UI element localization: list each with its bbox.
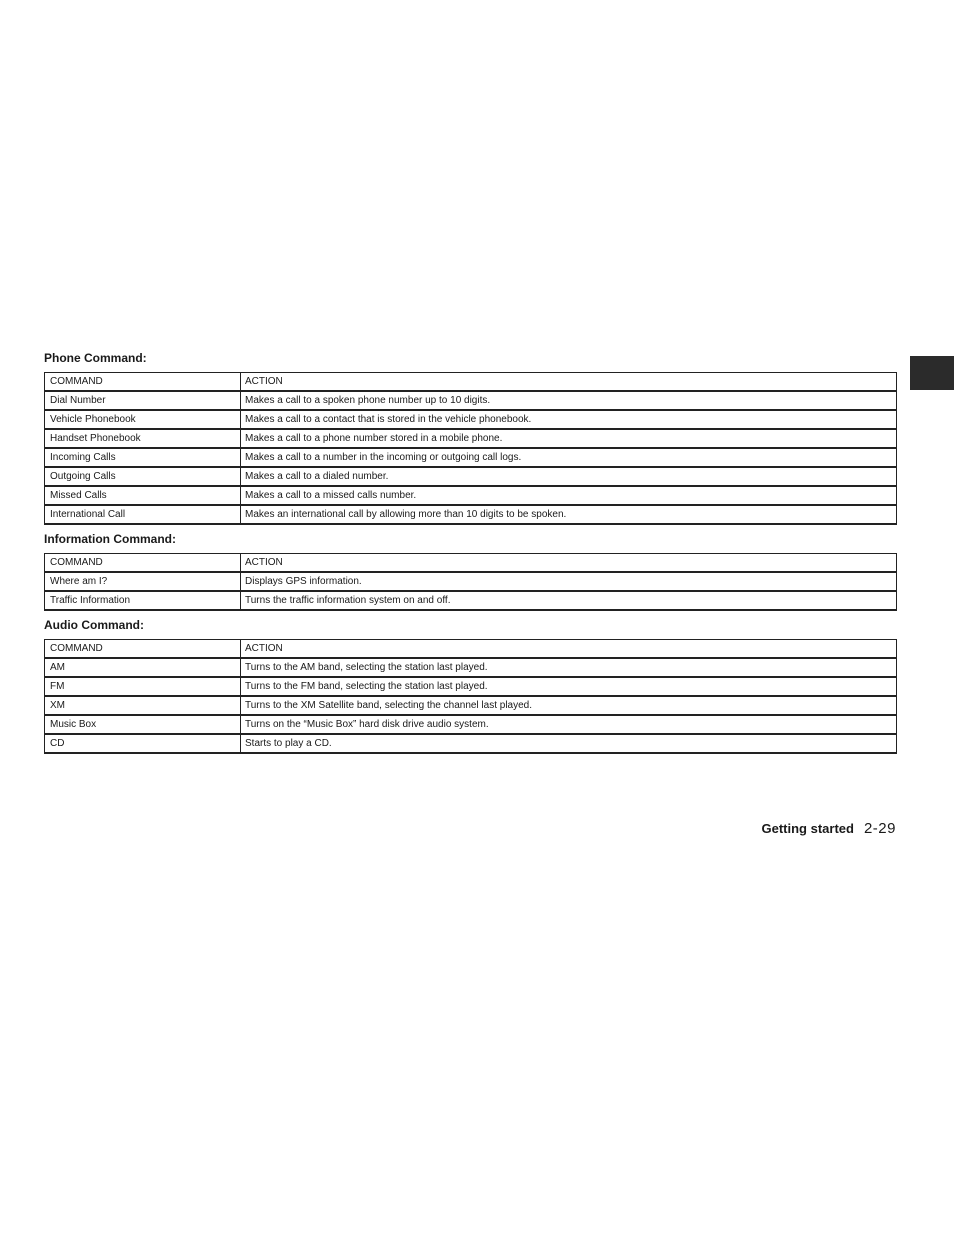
table-row: [45, 735, 897, 754]
command-cell: International Call: [45, 506, 241, 525]
audio-command-title: Audio Command:: [44, 618, 144, 632]
action-cell: Turns to the XM Satellite band, selecting the channel last played.: [241, 697, 897, 716]
table-row: [45, 506, 897, 525]
phone-command-table: [44, 372, 897, 525]
table-row: [45, 411, 897, 430]
command-cell: FM: [45, 678, 241, 697]
action-cell: Turns the traffic information system on and off.: [241, 592, 897, 611]
table-row: [45, 449, 897, 468]
action-cell: Starts to play a CD.: [241, 735, 897, 754]
table-header-row: [45, 554, 897, 573]
table-row: [45, 392, 897, 411]
command-cell: Outgoing Calls: [45, 468, 241, 487]
column-header-command: COMMAND: [45, 373, 241, 392]
table-row: [45, 487, 897, 506]
chapter-tab-marker: [910, 356, 954, 390]
command-cell: Where am I?: [45, 573, 241, 592]
command-cell: Dial Number: [45, 392, 241, 411]
information-command-title: Information Command:: [44, 532, 176, 546]
action-cell: Makes a call to a missed calls number.: [241, 487, 897, 506]
column-header-command: COMMAND: [45, 554, 241, 573]
table-row: [45, 697, 897, 716]
action-cell: Makes a call to a number in the incoming or outgoing call logs.: [241, 449, 897, 468]
table-row: [45, 678, 897, 697]
action-cell: Makes an international call by allowing more than 10 digits to be spoken.: [241, 506, 897, 525]
table-row: [45, 592, 897, 611]
action-cell: Makes a call to a phone number stored in a mobile phone.: [241, 430, 897, 449]
column-header-command: COMMAND: [45, 640, 241, 659]
command-cell: Handset Phonebook: [45, 430, 241, 449]
table-header-row: [45, 373, 897, 392]
column-header-action: ACTION: [241, 373, 897, 392]
column-header-action: ACTION: [241, 554, 897, 573]
table-row: [45, 573, 897, 592]
column-header-action: ACTION: [241, 640, 897, 659]
page-number: 2-29: [863, 820, 896, 837]
information-command-table: [44, 553, 897, 611]
table-row: [45, 430, 897, 449]
audio-command-table: [44, 639, 897, 754]
command-cell: Vehicle Phonebook: [45, 411, 241, 430]
table-header-row: [45, 640, 897, 659]
action-cell: Makes a call to a spoken phone number up to 10 digits.: [241, 392, 897, 411]
command-cell: Traffic Information: [45, 592, 241, 611]
table-row: [45, 468, 897, 487]
action-cell: Makes a call to a dialed number.: [241, 468, 897, 487]
action-cell: Turns on the “Music Box” hard disk drive audio system.: [241, 716, 897, 735]
action-cell: Makes a call to a contact that is stored in the vehicle phonebook.: [241, 411, 897, 430]
table-row: [45, 659, 897, 678]
command-cell: Music Box: [45, 716, 241, 735]
action-cell: Turns to the AM band, selecting the station last played.: [241, 659, 897, 678]
command-cell: Incoming Calls: [45, 449, 241, 468]
table-row: [45, 716, 897, 735]
command-cell: XM: [45, 697, 241, 716]
action-cell: Turns to the FM band, selecting the station last played.: [241, 678, 897, 697]
page-footer: [762, 820, 897, 838]
footer-section-title: Getting started: [761, 821, 854, 836]
command-cell: AM: [45, 659, 241, 678]
command-cell: Missed Calls: [45, 487, 241, 506]
action-cell: Displays GPS information.: [241, 573, 897, 592]
command-cell: CD: [45, 735, 241, 754]
phone-command-title: Phone Command:: [44, 351, 147, 365]
